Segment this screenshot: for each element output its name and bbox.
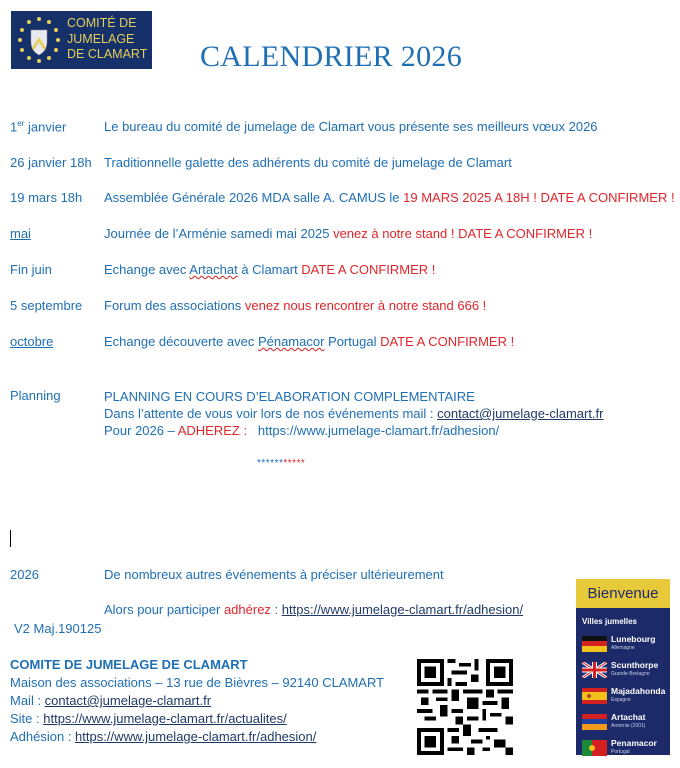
city-name: Lunebourg — [611, 634, 656, 644]
more-label: 2026 — [10, 567, 39, 582]
germany-flag-icon — [582, 636, 607, 652]
event-date: 19 mars 18h — [10, 190, 83, 205]
separator-stars: *********** — [257, 458, 306, 469]
city-name: Scunthorpe — [611, 660, 659, 670]
city-item — [576, 738, 670, 761]
city-item — [576, 686, 670, 709]
club-logo — [11, 11, 152, 69]
planning-line: Dans l’attente de vous voir lors de nos événements mail : contact@jumelage-clamart.fr — [104, 406, 604, 421]
planning-line: PLANNING EN COURS D’ELABORATION COMPLEMENTAIRE — [104, 389, 475, 404]
city-item — [576, 660, 670, 683]
event-date: mai — [10, 226, 31, 241]
event-highlight: DATE A CONFIRMER ! — [301, 262, 436, 277]
event-highlight: 19 MARS 2025 A 18H ! DATE A CONFIRMER ! — [403, 190, 675, 205]
text-cursor — [10, 530, 11, 547]
logo-text — [67, 16, 147, 63]
event-highlight: venez nous rencontrer à notre stand 666 ! — [244, 298, 487, 313]
more-text: De nombreux autres événements à préciser ultérieurement — [104, 567, 444, 582]
join-line: Alors pour participer adhérez : https://www.jumelage-clamart.fr/adhesion/ — [104, 602, 524, 617]
planning-line: Pour 2026 – ADHEREZ : https://www.jumelage-clamart.fr/adhesion/ — [104, 423, 500, 438]
city-country: Espagne — [611, 697, 631, 703]
footer-contact — [10, 656, 384, 746]
planning-label: Planning — [10, 388, 61, 403]
footer-org: COMITE DE JUMELAGE DE CLAMART — [10, 657, 248, 672]
event-highlight: venez à notre stand ! DATE A CONFIRMER ! — [333, 226, 593, 241]
footer-adhesion-link[interactable]: https://www.jumelage-clamart.fr/adhesion/ — [75, 729, 317, 744]
event-date: 1er janvier — [10, 119, 67, 135]
city-item — [576, 634, 670, 657]
city-country: Allemagne — [611, 645, 635, 651]
event-date: 26 janvier 18h — [10, 155, 92, 170]
city-country: Grande-Bretagne — [611, 671, 650, 677]
event-highlight: DATE A CONFIRMER ! — [380, 334, 515, 349]
footer-address: Maison des associations – 13 rue de Bièvres – 92140 CLAMART — [10, 675, 385, 690]
event-description: Journée de l’Arménie samedi mai 2025 venez à notre stand ! DATE A CONFIRMER ! — [104, 226, 593, 241]
event-date: Fin juin — [10, 262, 52, 277]
city-item — [576, 712, 670, 735]
city-name: Penamacor — [611, 738, 657, 748]
event-description: Le bureau du comité de jumelage de Clamart vous présente ses meilleurs vœux 2026 — [104, 119, 598, 134]
spain-flag-icon — [582, 688, 607, 704]
city-country: Portugal — [611, 749, 630, 755]
qr-code-icon — [417, 659, 513, 755]
adhesion-url: https://www.jumelage-clamart.fr/adhesion/ — [247, 423, 500, 438]
adhesion-link[interactable]: https://www.jumelage-clamart.fr/adhesion/ — [281, 602, 524, 617]
event-description: Echange découverte avec Pénamacor Portugal DATE A CONFIRMER ! — [104, 334, 515, 349]
banner-subtitle: Villes jumelles — [582, 617, 637, 626]
footer-site-link[interactable]: https://www.jumelage-clamart.fr/actualites/ — [43, 711, 287, 726]
planning-block — [104, 388, 604, 439]
contact-email-link[interactable]: contact@jumelage-clamart.fr — [437, 406, 604, 421]
event-description: Echange avec Artachat à Clamart DATE A CONFIRMER ! — [104, 262, 436, 277]
city-country: Arménie (2001) — [611, 723, 646, 729]
logo-line: DE CLAMART — [67, 47, 148, 61]
event-date: 5 septembre — [10, 298, 83, 313]
event-description: Assemblée Générale 2026 MDA salle A. CAMUS le 19 MARS 2025 A 18H ! DATE A CONFIRMER ! — [104, 190, 675, 205]
uk-flag-icon — [582, 662, 607, 678]
city-name: Majadahonda — [611, 686, 666, 696]
eu-stars-crest-icon — [11, 11, 67, 69]
footer-mail: Mail : contact@jumelage-clamart.fr — [10, 693, 212, 708]
page-title: CALENDRIER 2026 — [200, 40, 462, 73]
sister-cities-banner — [576, 579, 670, 755]
event-description: Traditionnelle galette des adhérents du comité de jumelage de Clamart — [104, 155, 512, 170]
banner-title: Bienvenue — [576, 579, 670, 608]
footer-adhesion: Adhésion : https://www.jumelage-clamart.fr/adhesion/ — [10, 729, 317, 744]
event-description: Forum des associations venez nous rencontrer à notre stand 666 ! — [104, 298, 487, 313]
city-name: Artachat — [611, 712, 646, 722]
footer-site: Site : https://www.jumelage-clamart.fr/actualites/ — [10, 711, 287, 726]
logo-line: JUMELAGE — [67, 31, 135, 46]
footer-mail-link[interactable]: contact@jumelage-clamart.fr — [44, 693, 212, 708]
armenia-flag-icon — [582, 714, 607, 730]
portugal-flag-icon — [582, 740, 607, 756]
version-label: V2 Maj.190125 — [14, 621, 102, 636]
logo-line: COMITÉ DE — [67, 16, 137, 30]
event-date: octobre — [10, 334, 54, 349]
